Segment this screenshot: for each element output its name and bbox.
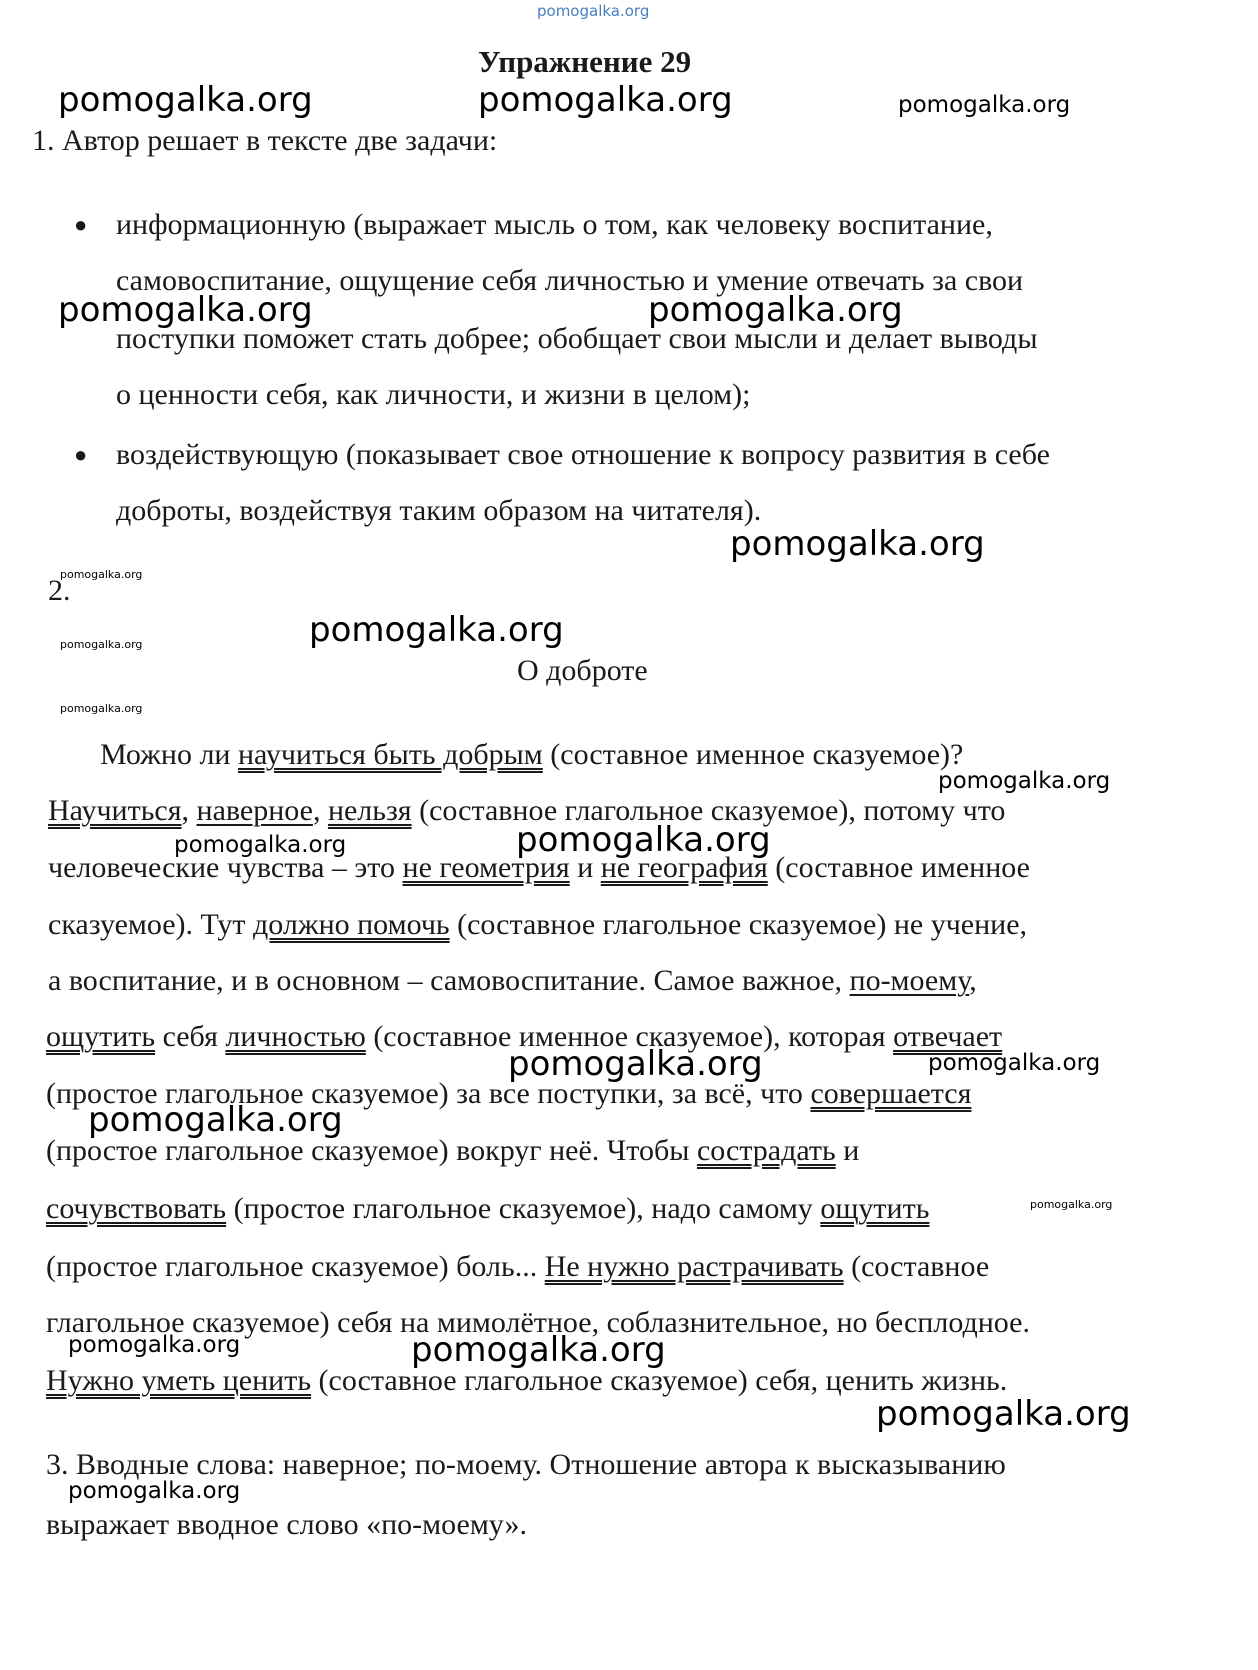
text-span: человеческие чувства – это xyxy=(48,851,403,884)
bullet1-line1: информационную (выражает мысль о том, как человеку воспитание, xyxy=(116,208,993,241)
predicate-underlined: личностью xyxy=(225,1020,366,1053)
text-span: (составное глагольное сказуемое), потому что xyxy=(411,794,1006,827)
text-line: глагольное сказуемое) себя на мимолётное, соблазнительное, но бесплодное. xyxy=(46,1306,1030,1339)
predicate-underlined: ощутить xyxy=(46,1020,156,1053)
watermark: pomogalka.org xyxy=(68,1478,241,1504)
watermark: pomogalka.org xyxy=(938,768,1111,794)
predicate-underlined: не география xyxy=(600,851,768,884)
predicate-underlined: ощутить xyxy=(820,1192,930,1225)
top-watermark: pomogalka.org xyxy=(537,2,650,20)
section3-line2: выражает вводное слово «по-моему». xyxy=(46,1508,528,1541)
watermark: pomogalka.org xyxy=(58,290,313,330)
watermark: pomogalka.org xyxy=(478,80,733,120)
text-line xyxy=(48,908,1027,942)
watermark: pomogalka.org xyxy=(516,820,771,860)
text-span: , xyxy=(181,794,197,827)
text-span: и xyxy=(569,851,601,884)
bullet1-line4: о ценности себя, как личности, и жизни в целом); xyxy=(116,378,751,411)
predicate-underlined: научиться быть добрым xyxy=(238,738,543,771)
text-span: (простое глагольное сказуемое) за все поступки, за всё, что xyxy=(46,1077,811,1110)
watermark: pomogalka.org xyxy=(60,568,143,581)
watermark: pomogalka.org xyxy=(730,524,985,564)
watermark: pomogalka.org xyxy=(68,1332,241,1358)
text-span: а воспитание, и в основном – самовоспитание. Самое важное, xyxy=(48,964,850,997)
text-span: (составное глагольное сказуемое) себя, ценить жизнь. xyxy=(311,1364,1008,1397)
text-span: (составное xyxy=(843,1250,990,1283)
watermark: pomogalka.org xyxy=(928,1050,1101,1076)
bullet-icon: ● xyxy=(74,212,88,237)
predicate-underlined: должно помочь xyxy=(253,908,450,941)
text-span: (простое глагольное сказуемое) боль... xyxy=(46,1250,545,1283)
watermark: pomogalka.org xyxy=(876,1394,1131,1434)
introductory-underlined: наверное xyxy=(196,794,313,827)
text-span: (простое глагольное сказуемое) вокруг неё. Чтобы xyxy=(46,1134,697,1167)
text-line xyxy=(46,1250,989,1284)
predicate-underlined: Нужно уметь ценить xyxy=(46,1364,312,1397)
section3-line1: 3. Вводные слова: наверное; по-моему. Отношение автора к высказыванию xyxy=(46,1448,1006,1481)
watermark: pomogalka.org xyxy=(648,290,903,330)
section2-number: 2. xyxy=(48,574,71,607)
bullet2-line2: доброты, воздействуя таким образом на читателя). xyxy=(116,494,762,527)
text-span: Можно ли xyxy=(100,738,238,771)
page-title: Упражнение 29 xyxy=(478,44,692,79)
text-span: (составное именное xyxy=(767,851,1030,884)
predicate-underlined: не геометрия xyxy=(402,851,570,884)
bullet1-line3: поступки поможет стать добрее; обобщает свои мысли и делает выводы xyxy=(116,322,1038,355)
watermark: pomogalka.org xyxy=(60,638,143,651)
predicate-underlined: Не нужно растрачивать xyxy=(544,1250,844,1283)
text-line xyxy=(46,1192,929,1226)
watermark: pomogalka.org xyxy=(898,92,1071,118)
text-span: , xyxy=(969,964,977,997)
predicate-underlined: сочувствовать xyxy=(46,1192,227,1225)
watermark: pomogalka.org xyxy=(174,832,347,858)
text-span: (составное глагольное сказуемое) не учение, xyxy=(449,908,1028,941)
text-span: , xyxy=(312,794,328,827)
text-span: (составное именное сказуемое)? xyxy=(542,738,964,771)
text-span: себя xyxy=(155,1020,226,1053)
predicate-underlined: Научиться xyxy=(48,794,182,827)
watermark: pomogalka.org xyxy=(508,1044,763,1084)
text-span: (составное именное сказуемое), которая xyxy=(365,1020,894,1053)
text-line xyxy=(100,738,963,772)
section2-heading: О доброте xyxy=(517,654,648,687)
watermark: pomogalka.org xyxy=(88,1100,343,1140)
watermark: pomogalka.org xyxy=(60,702,143,715)
bullet-icon: ● xyxy=(74,442,88,467)
watermark: pomogalka.org xyxy=(411,1330,666,1370)
predicate-underlined: отвечает xyxy=(893,1020,1003,1053)
watermark: pomogalka.org xyxy=(58,80,313,120)
text-span: (простое глагольное сказуемое), надо самому xyxy=(226,1192,821,1225)
section1-intro: 1. Автор решает в тексте две задачи: xyxy=(32,124,498,157)
text-span: сказуемое). Тут xyxy=(48,908,253,941)
introductory-underlined: по-моему xyxy=(849,964,970,997)
text-line xyxy=(48,964,977,998)
watermark: pomogalka.org xyxy=(309,610,564,650)
predicate-underlined: нельзя xyxy=(327,794,412,827)
bullet2-line1: воздействующую (показывает свое отношение к вопросу развития в себе xyxy=(116,438,1050,471)
bullet1-line2: самовоспитание, ощущение себя личностью и умение отвечать за свои xyxy=(116,264,1024,297)
watermark: pomogalka.org xyxy=(1030,1198,1113,1211)
predicate-underlined: совершается xyxy=(810,1077,972,1110)
predicate-underlined: сострадать xyxy=(696,1134,836,1167)
text-span: и xyxy=(835,1134,860,1167)
